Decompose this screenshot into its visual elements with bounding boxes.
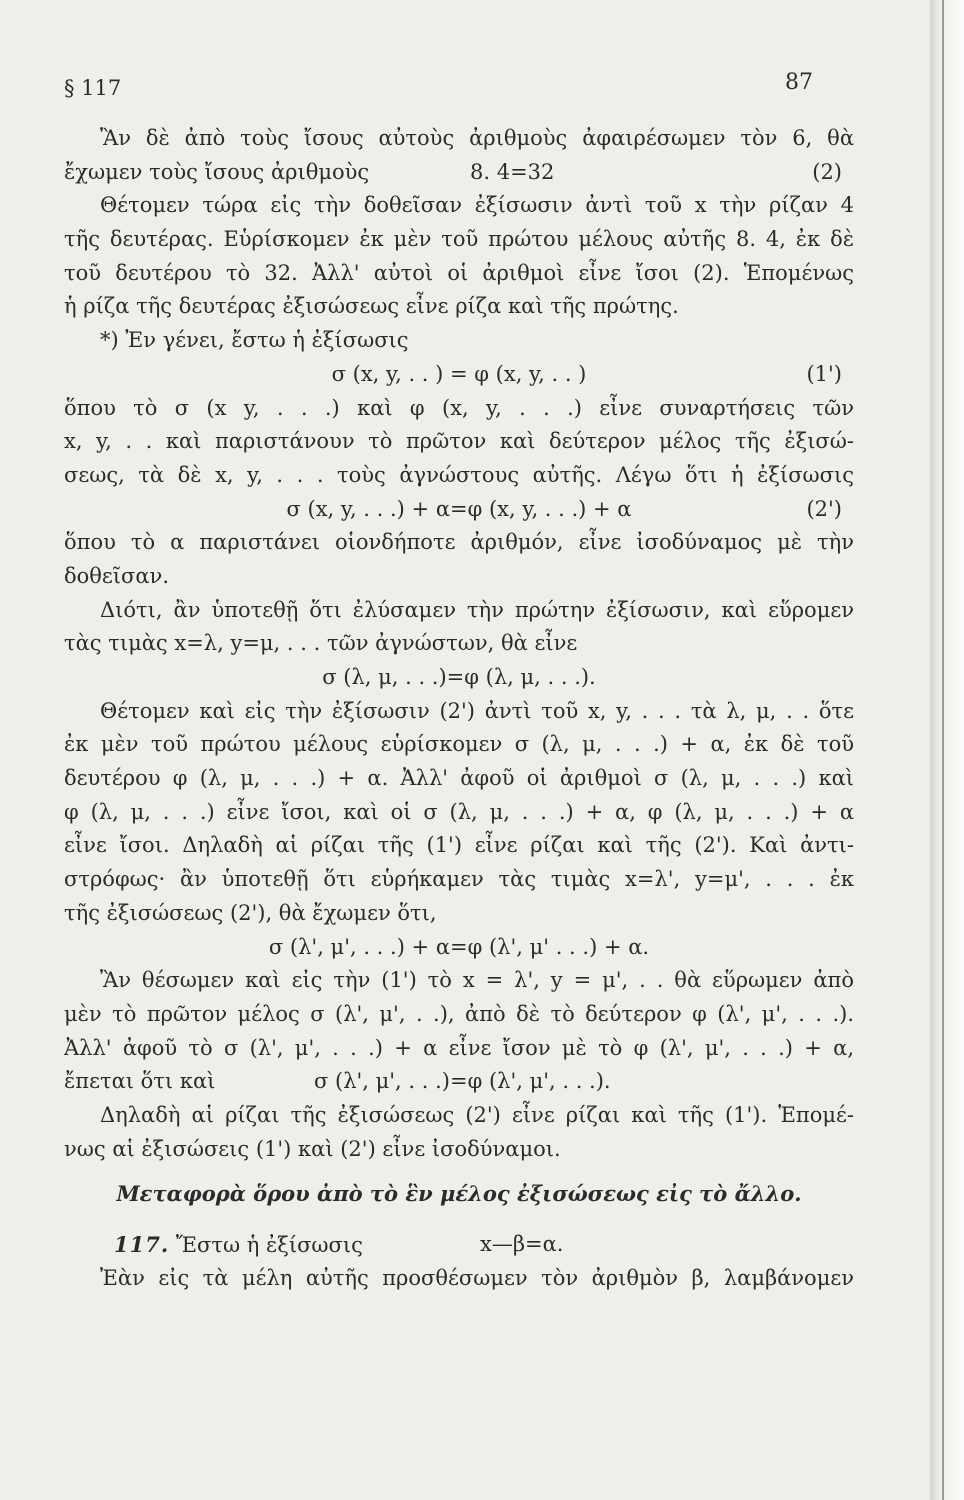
equation-line [64,661,854,695]
text-line [64,156,854,190]
text-line: ὅπου τὸ α παριστάνει οἱονδήποτε ἀριθμόν, εἶνε ἰσοδύναμος μὲ τὴν [64,530,854,555]
spacer [64,1214,854,1228]
binding-edge [930,0,964,1500]
text-line: Θέτομεν τώρα εἰς τὴν δοθεῖσαν ἐξίσωσιν ἀντὶ τοῦ x τὴν ρίζαν 4 [100,193,854,218]
text-line [64,1065,854,1099]
equation-line [64,493,854,527]
section-117-intro [64,1228,854,1262]
section-heading: Μεταφορὰ ὅρου ἀπὸ τὸ ἓν μέλος ἐξισώσεως εἰς τὸ ἄλλο. [116,1181,802,1207]
equation-number: (2) [812,159,842,184]
text-line: Ἀλλ' ἀφοῦ τὸ σ (λ', μ', . . .) + α εἶνε ἴσον μὲ τὸ φ (λ', μ', . . .) + α, [64,1035,854,1060]
text-line: εἶνε ἴσοι. Δηλαδὴ αἱ ρίζαι τῆς (1') εἶνε ρίζαι καὶ τῆς (2'). Καὶ ἀντι- [64,833,854,858]
text-line: τοῦ δευτέρου τὸ 32. Ἀλλ' αὐτοὶ οἱ ἀριθμοὶ εἶνε ἴσοι (2). Ἑπομένως [64,260,854,285]
text-span: ἔπεται ὅτι καὶ [64,1069,216,1094]
text-line: δοθεῖσαν. [64,563,169,588]
text-line: φ (λ, μ, . . .) εἶνε ἴσοι, καὶ οἱ σ (λ, μ, . . .) + α, φ (λ, μ, . . .) + α [64,799,854,824]
text-line: Θέτομεν καὶ εἰς τὴν ἐξίσωσιν (2') ἀντὶ τοῦ x, y, . . . τὰ λ, μ, . . ὅτε [100,698,854,723]
text-span: Ἔστω ἡ ἐξίσωσις [175,1233,363,1258]
section-marker: § 117 [64,76,122,100]
page-number: 87 [785,70,813,95]
equation: σ (λ', μ', . . .) + α=φ (λ', μ' . . .) + α. [268,934,650,959]
equation: σ (λ', μ', . . .)=φ (λ', μ', . . .). [314,1069,611,1094]
text-line: ἡ ρίζα τῆς δευτέρας ἐξισώσεως εἶνε ρίζα καὶ τῆς πρώτης. [64,294,679,319]
equation-line [64,931,854,965]
text-line: τὰς τιμὰς x=λ, y=μ, . . . τῶν ἀγνώστων, θὰ εἶνε [64,631,578,656]
text-line: ὅπου τὸ σ (x y, . . .) καὶ φ (x, y, . . .) εἶνε συναρτήσεις τῶν [64,395,854,420]
body-text [64,122,854,1296]
text-line: τῆς ἐξισώσεως (2'), θὰ ἔχωμεν ὅτι, [64,900,437,925]
text-span: ἔχωμεν τοὺς ἴσους ἀριθμοὺς [64,159,370,184]
text-line: δευτέρου φ (λ, μ, . . .) + α. Ἀλλ' ἀφοῦ οἱ ἀριθμοὶ σ (λ, μ, . . .) καὶ [64,766,854,791]
text-line: μὲν τὸ πρῶτον μέλος σ (λ', μ', . .), ἀπὸ δὲ τὸ δεύτερον φ (λ', μ', . . .). [64,1001,854,1026]
equation: x—β=α. [480,1232,564,1257]
text-line: τῆς δευτέρας. Εὑρίσκομεν ἐκ μὲν τοῦ πρώτου μέλους αὐτῆς 8. 4, ἐκ δὲ [64,227,854,252]
footnote-line: *) Ἐν γένει, ἔστω ἡ ἐξίσωσις [100,328,409,353]
text-line: Ἐὰν εἰς τὰ μέλη αὐτῆς προσθέσωμεν τὸν ἀριθμὸν β, λαμβάνομεν [100,1266,854,1290]
equation: σ (λ, μ, . . .)=φ (λ, μ, . . .). [322,665,596,689]
text-line: Δηλαδὴ αἱ ρίζαι τῆς ἐξισώσεως (2') εἶνε ρίζαι καὶ τῆς (1'). Ἑπομέ- [100,1102,854,1127]
equation-number: (1') [806,361,842,386]
text-line: στρόφως· ἂν ὑποτεθῇ ὅτι εὑρήκαμεν τὰς τιμὰς x=λ', y=μ', . . . ἐκ [64,867,854,892]
text-line: Ἂν θέσωμεν καὶ εἰς τὴν (1') τὸ x = λ', y = μ', . . θὰ εὕρωμεν ἀπὸ [100,968,854,993]
text-line: ἐκ μὲν τοῦ πρώτου μέλους εὑρίσκομεν σ (λ, μ, . . .) + α, ἐκ δὲ τοῦ [64,732,854,757]
page-fold [942,0,944,1500]
equation: σ (x, y, . . .) + α=φ (x, y, . . .) + α [286,496,632,521]
equation: 8. 4=32 [470,159,555,184]
section-number: 117. [114,1232,170,1258]
text-line: x, y, . . καὶ παριστάνουν τὸ πρῶτον καὶ δεύτερον μέλος τῆς ἐξισώ- [64,429,854,454]
text-line: νως αἱ ἐξισώσεις (1') καὶ (2') εἶνε ἰσοδύναμοι. [64,1136,561,1161]
text-line: σεως, τὰ δὲ x, y, . . . τοὺς ἀγνώστους αὐτῆς. Λέγω ὅτι ἡ ἐξίσωσις [64,462,854,487]
equation-line [64,358,854,392]
equation-number: (2') [806,496,842,521]
text-line: Διότι, ἂν ὑποτεθῇ ὅτι ἐλύσαμεν τὴν πρώτην ἐξίσωσιν, καὶ εὕρομεν [100,597,854,622]
page-header [0,70,930,110]
text-line: Ἂν δὲ ἀπὸ τοὺς ἴσους αὐτοὺς ἀριθμοὺς ἀφαιρέσωμεν τὸν 6, θὰ [100,126,854,150]
equation: σ (x, y, . . ) = φ (x, y, . . ) [331,361,587,386]
section-number-wrap [114,1228,363,1263]
